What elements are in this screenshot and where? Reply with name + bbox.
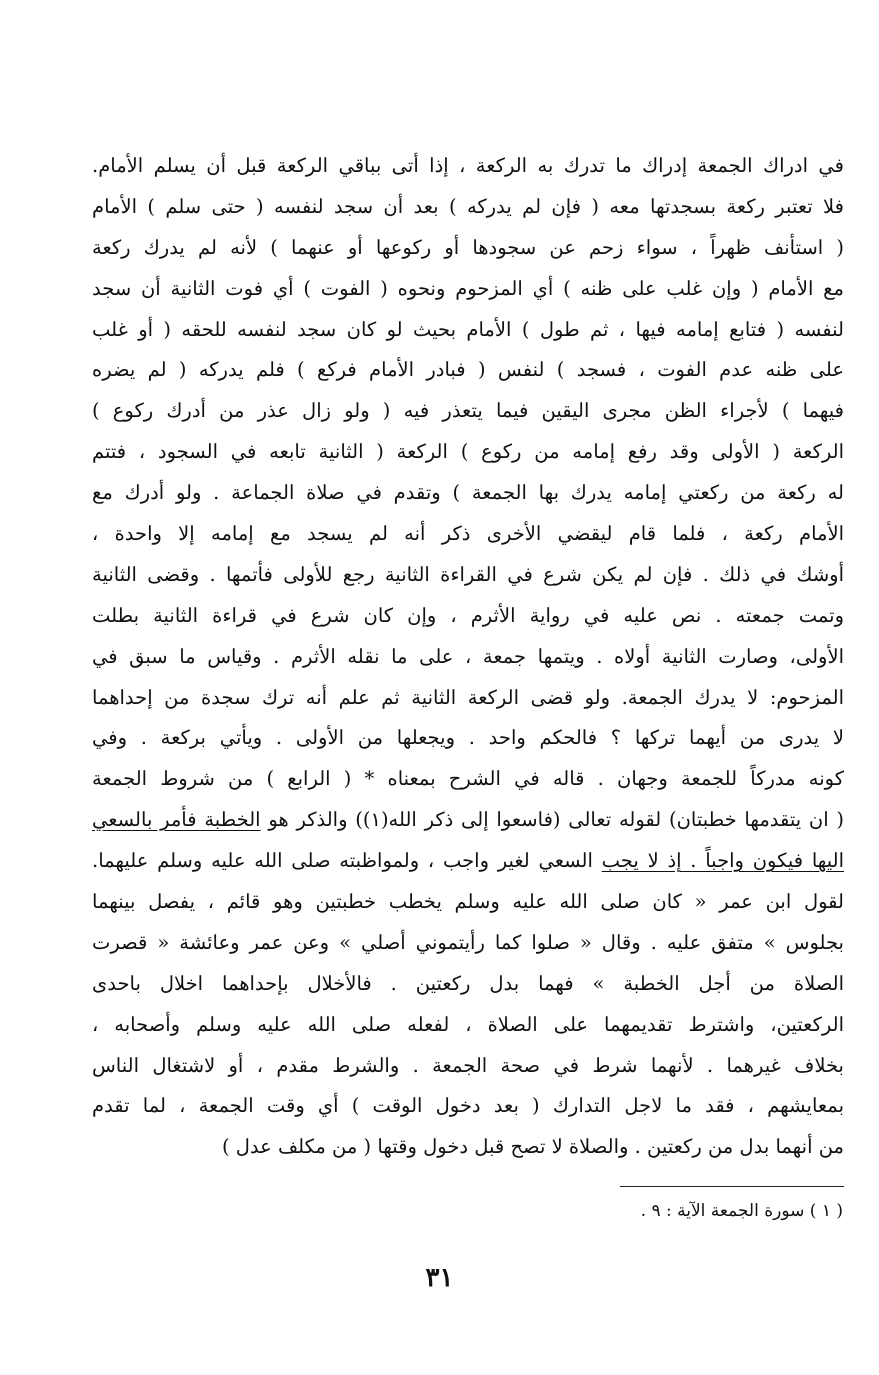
text-line: مع الأمام ( وإن غلب على ظنه ) أي المزحوم ونحوه ( الفوت ) أي فوت الثانية أن سجد — [92, 276, 844, 300]
text-line: بخلاف غيرهما . لأنهما شرط في صحة الجمعة . والشرط مقدم ، أو لاشتغال الناس — [92, 1053, 844, 1077]
text-line: الأمام ركعة ، فلما قام ليقضي الأخرى ذكر أنه لم يسجد مع إمامه إلا واحدة ، — [92, 522, 844, 546]
text-line: فلا تعتبر ركعة بسجدتها معه ( فإن لم يدركه ) بعد أن سجد لنفسه ( حتى سلم ) الأمام — [92, 194, 844, 218]
text-line: في ادراك الجمعة إدراك ما تدرك به الركعة ، إذا أتى بباقي الركعة قبل أن يسلم الأمام. — [92, 154, 844, 177]
text-line: لا يدرى من أيهما تركها ؟ فالحكم واحد . ويجعلها من الأولى . ويأتي بركعة . وفي — [92, 726, 844, 750]
page-number: ٣١ — [425, 1263, 454, 1293]
footnote-divider — [620, 1186, 844, 1187]
main-text-block — [92, 146, 844, 1168]
underlined-segment: اليها فيكون واجباً . إذ لا يجب — [601, 849, 844, 873]
text-line: الأولى، وصارت الثانية أولاه . ويتمها جمعة ، على ما نقله الأثرم . وقياس ما سبق في — [92, 644, 844, 668]
text-line: على ظنه عدم الفوت ، فسجد ) لنفس ( فبادر الأمام فركع ) فلم يدركه ( لم يضره — [92, 358, 844, 382]
text-line: الركعتين، واشترط تقديمهما على الصلاة ، لفعله صلى الله عليه وسلم وأصحابه ، — [92, 1012, 844, 1036]
text-line: لنفسه ( فتابع إمامه فيها ، ثم طول ) الأمام بحيث لو كان سجد لنفسه للحقه ( أو غلب — [92, 317, 844, 341]
text-line: بجلوس » متفق عليه . وقال « صلوا كما رأيتموني أصلي » وعن عمر وعائشة « قصرت — [92, 930, 844, 954]
line-segment: السعي لغير واجب ، ولمواظبته صلى الله عليه وسلم عليهما. — [92, 849, 602, 873]
text-line: له ركعة من ركعتي إمامه يدرك بها الجمعة ) وتقدم في صلاة الجماعة . ولو أدرك مع — [92, 481, 844, 505]
text-line-with-underline — [92, 800, 844, 841]
line-segment: ( ان يتقدمها خطبتان) لقوله تعالى (فاسعوا إلى ذكر الله(١)) والذكر هو — [260, 808, 844, 832]
text-line: وتمت جمعته . نص عليه في رواية الأثرم ، وإن كان شرع في قراءة الثانية بطلت — [92, 603, 844, 627]
text-line: بمعايشهم ، فقد ما لاجل التدارك ( بعد دخول الوقت ) أي وقت الجمعة ، لما تقدم — [92, 1094, 844, 1118]
text-line: من أنهما بدل من ركعتين . والصلاة لا تصح قبل دخول وقتها ( من مكلف عدل ) — [221, 1135, 844, 1159]
text-line: أوشك في ذلك . فإن لم يكن شرع في القراءة الثانية رجع للأولى فأتمها . وقضى الثانية — [92, 562, 844, 586]
text-line: فيهما ) لأجراء الظن مجرى اليقين فيما يتعذر فيه ( ولو زال عذر من أدرك ركوع ) — [92, 399, 844, 423]
footnote: ( ١ ) سورة الجمعة الآية : ٩ . — [640, 1201, 843, 1221]
underlined-segment: الخطبة فأمر بالسعي — [92, 808, 261, 832]
text-line-with-underline — [92, 841, 844, 882]
text-line: الصلاة من أجل الخطبة » فهما بدل ركعتين . فالأخلال بإحداهما اخلال باحدى — [92, 971, 844, 995]
text-line: الركعة ( الأولى وقد رفع إمامه من ركوع ) الركعة ( الثانية تابعه في السجود ، فتتم — [92, 440, 844, 464]
text-line: المزحوم: لا يدرك الجمعة. ولو قضى الركعة الثانية ثم علم أنه ترك سجدة من إحداهما — [92, 685, 844, 709]
text-line: كونه مدركاً للجمعة وجهان . قاله في الشرح بمعناه * ( الرابع ) من شروط الجمعة — [92, 767, 844, 791]
text-line: ( استأنف ظهراً ، سواء زحم عن سجودها أو ركوعها أو عنهما ) لأنه لم يدرك ركعة — [92, 235, 844, 259]
text-line: لقول ابن عمر « كان صلى الله عليه وسلم يخطب خطبتين وهو قائم ، يفصل بينهما — [92, 890, 844, 914]
